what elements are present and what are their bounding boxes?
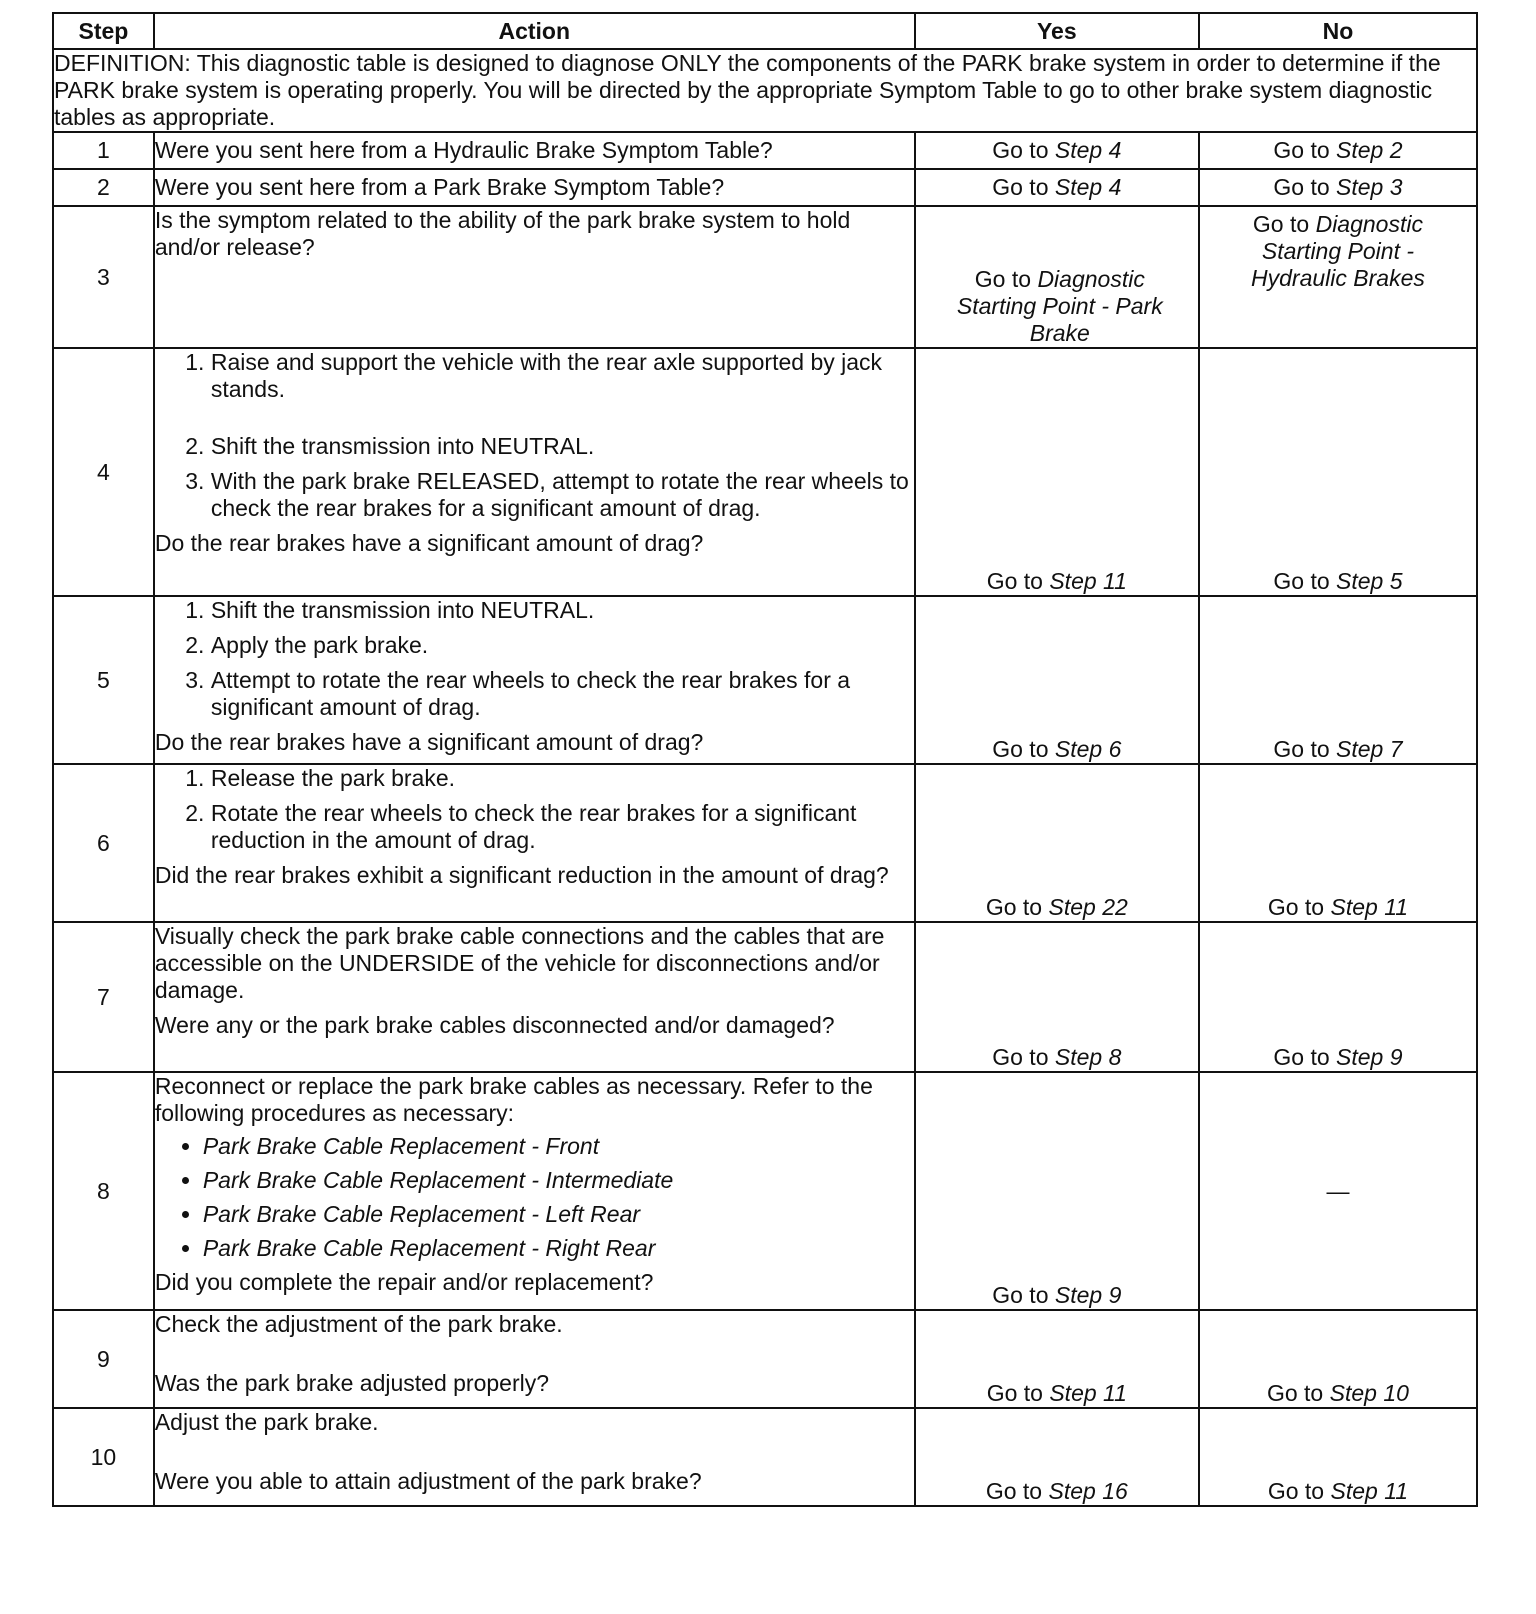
action-cell bbox=[154, 922, 915, 1072]
step-number: 5 bbox=[53, 596, 154, 764]
no-prefix: Go to bbox=[1273, 736, 1337, 762]
procedure-step-text: Raise and support the vehicle with the rear axle supported by jack stands. bbox=[210, 349, 883, 402]
action-cell bbox=[154, 348, 915, 596]
action-question: Were you sent here from a Park Brake Symptom Table? bbox=[154, 174, 725, 200]
no-cell bbox=[1199, 348, 1477, 596]
procedure-step-text: Release the park brake. bbox=[210, 765, 456, 791]
action-question: Is the symptom related to the ability of the park brake system to hold and/or release? bbox=[154, 207, 851, 260]
no-target-link[interactable]: Step 3 bbox=[1336, 174, 1403, 200]
action-text: Check the adjustment of the park brake. bbox=[154, 1311, 563, 1337]
table-row bbox=[53, 922, 1477, 1072]
procedure-step-text: With the park brake RELEASED, attempt to rotate the rear wheels to check the rear brakes for a significant amount of drag. bbox=[210, 468, 909, 521]
table-row bbox=[53, 596, 1477, 764]
procedure-step-text: Rotate the rear wheels to check the rear brakes for a significant reduction in the amount of drag. bbox=[210, 800, 857, 853]
action-text: Adjust the park brake. bbox=[154, 1409, 379, 1435]
yes-prefix: Go to bbox=[992, 736, 1055, 762]
no-cell bbox=[1199, 206, 1477, 348]
yes-prefix: Go to bbox=[992, 174, 1055, 200]
action-text: Visually check the park brake cable connections and the cables that are accessible on the UNDERSIDE of the vehicle for disconnections and/or damage. bbox=[154, 923, 885, 1003]
yes-prefix: Go to bbox=[985, 1478, 1049, 1504]
yes-prefix: Go to bbox=[986, 568, 1050, 594]
yes-target-link[interactable]: Step 8 bbox=[1054, 1044, 1122, 1070]
yes-target-link[interactable]: Step 4 bbox=[1054, 174, 1122, 200]
table-row bbox=[53, 169, 1477, 206]
procedure-reference-text[interactable]: Park Brake Cable Replacement - Right Rear bbox=[202, 1235, 656, 1261]
table-row bbox=[53, 1408, 1477, 1506]
step-number: 10 bbox=[53, 1408, 154, 1506]
procedure-step bbox=[211, 667, 914, 721]
procedure-reference-text[interactable]: Park Brake Cable Replacement - Front bbox=[202, 1133, 600, 1159]
table-header-row bbox=[53, 13, 1477, 49]
no-target-link[interactable]: Step 2 bbox=[1336, 137, 1403, 163]
procedure-reference-list bbox=[155, 1133, 914, 1262]
action-question: Did the rear brakes exhibit a significant reduction in the amount of drag? bbox=[154, 862, 889, 888]
yes-cell bbox=[915, 764, 1199, 922]
no-cell bbox=[1199, 169, 1477, 206]
procedure-step-text: Shift the transmission into NEUTRAL. bbox=[210, 597, 595, 623]
yes-prefix: Go to bbox=[992, 1282, 1055, 1308]
procedure-step-text: Apply the park brake. bbox=[210, 632, 429, 658]
yes-prefix: Go to bbox=[986, 1380, 1050, 1406]
no-prefix: Go to bbox=[1273, 568, 1337, 594]
yes-cell bbox=[915, 596, 1199, 764]
yes-cell bbox=[915, 1408, 1199, 1506]
no-prefix: Go to bbox=[1267, 894, 1331, 920]
table-row bbox=[53, 1072, 1477, 1310]
table-row bbox=[53, 764, 1477, 922]
procedure-step-text: Shift the transmission into NEUTRAL. bbox=[210, 433, 595, 459]
yes-target-link[interactable]: Step 9 bbox=[1054, 1282, 1122, 1308]
procedure-reference-text[interactable]: Park Brake Cable Replacement - Intermediate bbox=[202, 1167, 674, 1193]
yes-cell bbox=[915, 922, 1199, 1072]
yes-cell bbox=[915, 132, 1199, 169]
action-cell bbox=[154, 1310, 915, 1408]
procedure-steps bbox=[155, 597, 914, 721]
yes-target-link[interactable]: Step 6 bbox=[1054, 736, 1122, 762]
yes-target-link[interactable]: Step 16 bbox=[1048, 1478, 1128, 1504]
action-question: Do the rear brakes have a significant amount of drag? bbox=[154, 530, 704, 556]
no-cell bbox=[1199, 922, 1477, 1072]
action-cell bbox=[154, 1408, 915, 1506]
yes-cell bbox=[915, 206, 1199, 348]
action-question: Did you complete the repair and/or replacement? bbox=[154, 1269, 654, 1295]
no-cell bbox=[1199, 132, 1477, 169]
no-prefix: Go to bbox=[1266, 1380, 1330, 1406]
yes-target-link[interactable]: Step 4 bbox=[1054, 137, 1122, 163]
no-cell bbox=[1199, 1072, 1477, 1310]
header-yes: Yes bbox=[915, 13, 1199, 49]
procedure-step bbox=[211, 433, 914, 460]
no-target-link[interactable]: Step 10 bbox=[1329, 1380, 1409, 1406]
park-brake-diagnostic-table bbox=[52, 12, 1478, 1507]
no-target-link[interactable]: Step 11 bbox=[1330, 894, 1409, 920]
procedure-reference-link[interactable] bbox=[203, 1133, 914, 1160]
no-cell bbox=[1199, 1408, 1477, 1506]
procedure-step bbox=[211, 349, 914, 403]
yes-prefix: Go to bbox=[992, 137, 1055, 163]
no-prefix: Go to bbox=[1273, 1044, 1337, 1070]
procedure-steps bbox=[155, 349, 914, 522]
definition-row bbox=[53, 49, 1477, 132]
no-cell bbox=[1199, 1310, 1477, 1408]
yes-cell bbox=[915, 1072, 1199, 1310]
step-number: 4 bbox=[53, 348, 154, 596]
no-target-link[interactable]: Step 9 bbox=[1336, 1044, 1403, 1070]
no-target-link[interactable]: Step 7 bbox=[1336, 736, 1403, 762]
no-cell bbox=[1199, 596, 1477, 764]
step-number: 1 bbox=[53, 132, 154, 169]
header-step: Step bbox=[53, 13, 154, 49]
no-target-link[interactable]: Step 5 bbox=[1336, 568, 1403, 594]
action-question: Were you able to attain adjustment of the park brake? bbox=[154, 1468, 702, 1494]
header-no: No bbox=[1199, 13, 1477, 49]
no-prefix: Go to bbox=[1252, 211, 1316, 237]
action-question: Were any or the park brake cables disconnected and/or damaged? bbox=[154, 1012, 835, 1038]
action-question: Was the park brake adjusted properly? bbox=[154, 1370, 550, 1396]
procedure-reference-text[interactable]: Park Brake Cable Replacement - Left Rear bbox=[202, 1201, 641, 1227]
header-action: Action bbox=[154, 13, 915, 49]
step-number: 8 bbox=[53, 1072, 154, 1310]
yes-target-link[interactable]: Step 11 bbox=[1049, 1380, 1127, 1406]
no-target-link[interactable]: Diagnostic Starting Point - Hydraulic Brakes bbox=[1251, 211, 1425, 291]
table-row bbox=[53, 1310, 1477, 1408]
yes-target-link[interactable]: Step 22 bbox=[1048, 894, 1128, 920]
no-not-applicable: — bbox=[1326, 1177, 1350, 1204]
yes-cell bbox=[915, 348, 1199, 596]
step-number: 2 bbox=[53, 169, 154, 206]
action-cell bbox=[154, 764, 915, 922]
table-row bbox=[53, 132, 1477, 169]
table-row bbox=[53, 206, 1477, 348]
no-target-link[interactable]: Step 11 bbox=[1330, 1478, 1409, 1504]
yes-prefix: Go to bbox=[985, 894, 1049, 920]
procedure-reference-link[interactable] bbox=[203, 1167, 914, 1194]
action-cell bbox=[154, 206, 915, 348]
step-number: 6 bbox=[53, 764, 154, 922]
no-prefix: Go to bbox=[1267, 1478, 1331, 1504]
no-prefix: Go to bbox=[1273, 174, 1337, 200]
procedure-step bbox=[211, 765, 914, 792]
action-question: Were you sent here from a Hydraulic Brake Symptom Table? bbox=[154, 137, 773, 163]
yes-target-link[interactable]: Diagnostic Starting Point - Park Brake bbox=[956, 266, 1163, 346]
yes-cell bbox=[915, 169, 1199, 206]
yes-target-link[interactable]: Step 11 bbox=[1049, 568, 1127, 594]
action-cell bbox=[154, 132, 915, 169]
no-cell bbox=[1199, 764, 1477, 922]
step-number: 9 bbox=[53, 1310, 154, 1408]
no-prefix: Go to bbox=[1273, 137, 1337, 163]
procedure-step bbox=[211, 468, 914, 522]
definition-text: DEFINITION: This diagnostic table is designed to diagnose ONLY the components of the PARK brake system in order to determine if the PARK brake system is operating properly. You will be directed by the appropriate Symptom Table to go to other brake system diagnostic tables as appropriate. bbox=[53, 49, 1477, 132]
procedure-step bbox=[211, 632, 914, 659]
procedure-reference-link[interactable] bbox=[203, 1201, 914, 1228]
yes-prefix: Go to bbox=[974, 266, 1038, 292]
procedure-reference-link[interactable] bbox=[203, 1235, 914, 1262]
step-number: 3 bbox=[53, 206, 154, 348]
action-cell bbox=[154, 596, 915, 764]
action-cell bbox=[154, 1072, 915, 1310]
action-cell bbox=[154, 169, 915, 206]
step-number: 7 bbox=[53, 922, 154, 1072]
action-text: Reconnect or replace the park brake cables as necessary. Refer to the following procedures as necessary: bbox=[154, 1073, 873, 1126]
yes-prefix: Go to bbox=[992, 1044, 1055, 1070]
yes-cell bbox=[915, 1310, 1199, 1408]
procedure-step-text: Attempt to rotate the rear wheels to check the rear brakes for a significant amount of drag. bbox=[210, 667, 851, 720]
table-row bbox=[53, 348, 1477, 596]
procedure-step bbox=[211, 800, 914, 854]
action-question: Do the rear brakes have a significant amount of drag? bbox=[154, 729, 704, 755]
procedure-steps bbox=[155, 765, 914, 854]
procedure-step bbox=[211, 597, 914, 624]
